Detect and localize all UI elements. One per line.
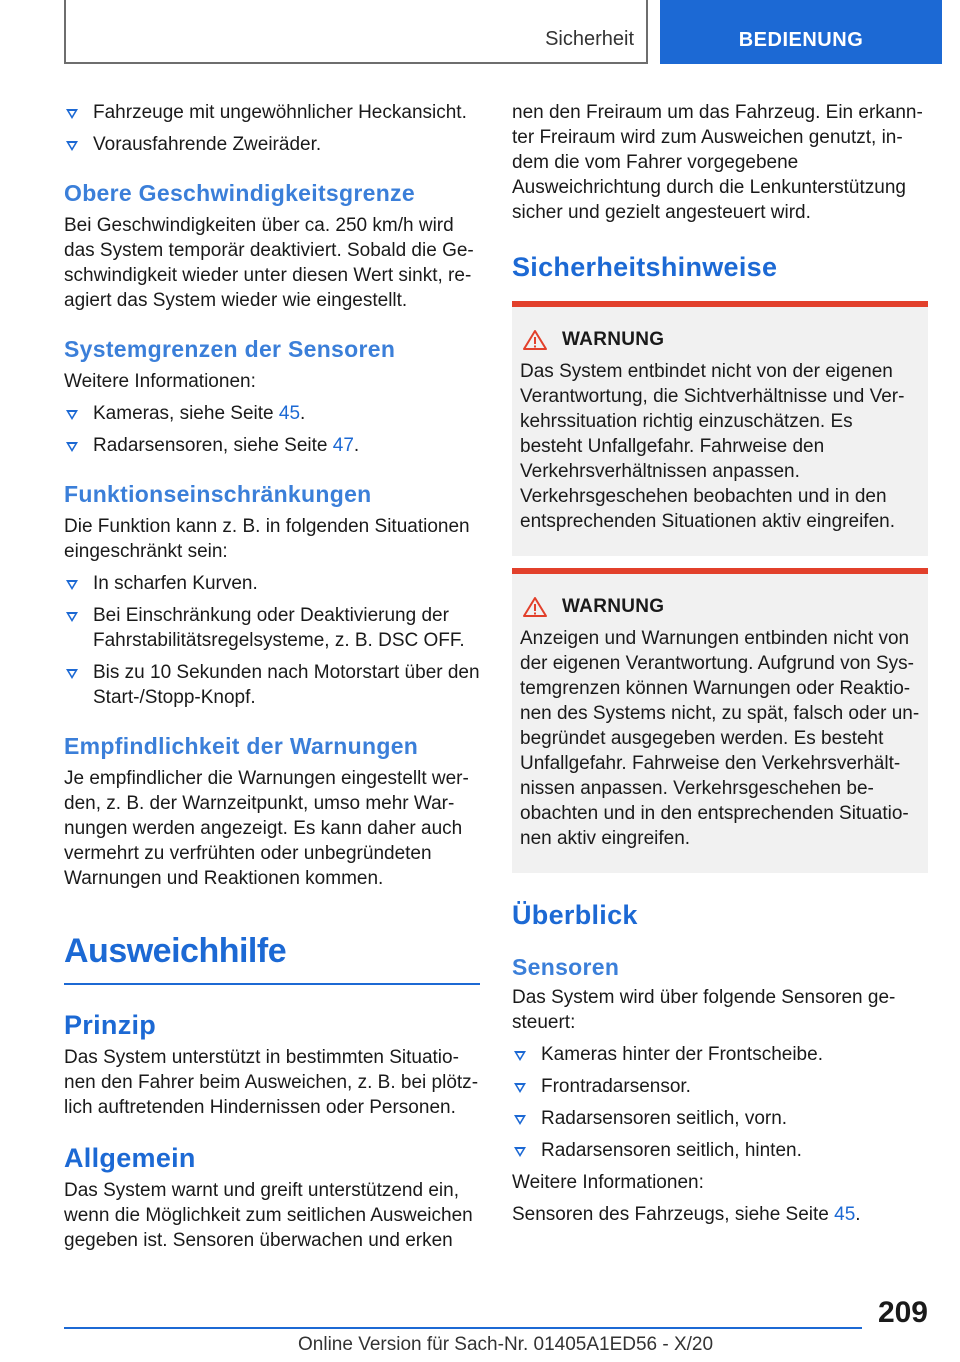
list-item: Radarsensoren, siehe Seite 47.	[64, 433, 480, 458]
restrictions-list	[64, 571, 480, 710]
title-rule	[64, 983, 480, 985]
triangle-bullet-icon	[66, 669, 78, 679]
general-heading: Allgemein	[64, 1143, 196, 1173]
triangle-bullet-icon	[514, 1083, 526, 1093]
restrictions-text: Die Funktion kann z. B. in folgenden Situationen eingeschränkt sein:	[64, 516, 470, 562]
triangle-bullet-icon	[514, 1051, 526, 1061]
restrictions-heading: Funktionseinschränkungen	[64, 481, 372, 507]
triangle-bullet-icon	[66, 109, 78, 119]
triangle-bullet-icon	[66, 612, 78, 622]
speed-limit-heading: Obere Geschwindigkeitsgrenze	[64, 180, 415, 206]
overview-heading: Überblick	[512, 900, 638, 930]
triangle-bullet-icon	[514, 1147, 526, 1157]
right-column	[512, 100, 928, 1227]
bullet-list-top	[64, 100, 480, 157]
continued-text: nen den Freiraum um das Fahrzeug. Ein erkannter Freiraum wird zum Ausweichen genutzt, indem die vom Fahrer vorgegebene Ausweichrichtung durch die Lenkunterstützung sicher und gezielt angesteuert wird.	[512, 102, 923, 223]
principle-text: Das System unterstützt in bestimmten Situationen den Fahrer beim Ausweichen, z. B. bei plötzlich auftretenden Hindernissen oder Personen.	[64, 1047, 479, 1118]
page-link[interactable]: 45	[278, 403, 301, 424]
warning-box	[512, 301, 928, 556]
more-info-label: Weitere Informationen:	[512, 1172, 704, 1193]
sensitivity-text: Je empfindlicher die Warnungen eingestellt werden, z. B. der Warnzeitpunkt, umso mehr Warnungen werden angezeigt. Es kann daher auch vermehrt zu verfrühten oder unbegründeten Warnungen und Reaktionen kommen.	[64, 768, 469, 889]
sensor-limits-heading: Systemgrenzen der Sensoren	[64, 336, 396, 362]
triangle-bullet-icon	[66, 580, 78, 590]
triangle-bullet-icon	[66, 141, 78, 151]
list-item: In scharfen Kurven.	[64, 571, 480, 596]
header-section-label: Sicherheit	[545, 28, 634, 50]
triangle-bullet-icon	[66, 442, 78, 452]
list-item: Kameras, siehe Seite 45.	[64, 401, 480, 426]
triangle-bullet-icon	[66, 410, 78, 420]
sensor-limits-intro: Weitere Informationen:	[64, 371, 256, 392]
warning-box	[512, 568, 928, 873]
left-column	[64, 100, 480, 1253]
footer-text: Online Version für Sach-Nr. 01405A1ED56 - X/20	[298, 1334, 714, 1355]
sensors-text: Das System wird über folgende Sensoren gesteuert:	[512, 987, 896, 1033]
page-number: 209	[877, 1296, 928, 1329]
list-item: Bis zu 10 Sekunden nach Motorstart über den Start-/Stopp-Knopf.	[64, 660, 480, 710]
sensitivity-heading: Empfindlichkeit der Warnungen	[64, 733, 419, 759]
warning-triangle-icon	[522, 329, 548, 351]
page-link[interactable]: 45	[834, 1204, 856, 1225]
triangle-bullet-icon	[514, 1115, 526, 1125]
list-item: Radarsensoren seitlich, hinten.	[512, 1138, 928, 1163]
principle-heading: Prinzip	[64, 1010, 157, 1040]
footer-rule	[64, 1327, 862, 1329]
sensors-heading: Sensoren	[512, 954, 620, 980]
header-chapter-label: BEDIENUNG	[738, 29, 864, 51]
list-item: Fahrzeuge mit ungewöhnlicher Heckansicht.	[64, 100, 480, 125]
list-item: Radarsensoren seitlich, vorn.	[512, 1106, 928, 1131]
header-chapter-tab[interactable]	[660, 0, 942, 64]
warning-title: WARNUNG	[562, 596, 665, 617]
warning-triangle-icon	[522, 596, 548, 618]
warning-title: WARNUNG	[562, 329, 665, 350]
general-text: Das System warnt und greift unterstützend ein, wenn die Möglichkeit zum seitlichen Ausweichen gegeben ist. Sensoren überwachen und erken	[64, 1180, 473, 1251]
sensors-list	[512, 1042, 928, 1163]
warning-text: Anzeigen und Warnungen entbinden nicht von der eigenen Verantwortung. Aufgrund von Systemgrenzen können Warnungen oder Reaktionen des Systems nicht, zu spät, falsch oder unbegründet ausgegeben werden. Es besteht Unfallgefahr. Fahrweise den Verkehrsverhältnissen anpassen. Verkehrsgeschehen beobachten und in den entsprechenden Situationen aktiv eingreifen.	[520, 628, 920, 849]
chapter-title: Ausweichhilfe	[64, 932, 287, 970]
header-section-box	[64, 0, 648, 64]
list-item: Bei Einschränkung oder Deaktivierung der Fahrstabilitätsregelsysteme, z. B. DSC OFF.	[64, 603, 480, 653]
list-item: Kameras hinter der Frontscheibe.	[512, 1042, 928, 1067]
warning-text: Das System entbindet nicht von der eigenen Verantwortung, die Sichtverhältnisse und Verkehrssituation richtig einzuschätzen. Es besteht Unfallgefahr. Fahrweise den Verkehrsverhältnissen anpassen. Verkehrsgeschehen beobachten und in den entsprechenden Situationen aktiv eingreifen.	[520, 361, 905, 532]
sensor-reference: Sensoren des Fahrzeugs, siehe Seite 45.	[512, 1204, 861, 1225]
list-item: Frontradarsensor.	[512, 1074, 928, 1099]
page-link[interactable]: 47	[332, 435, 354, 456]
safety-heading: Sicherheitshinweise	[512, 252, 778, 282]
list-item: Vorausfahrende Zweiräder.	[64, 132, 480, 157]
sensor-limits-list	[64, 401, 480, 458]
speed-limit-text: Bei Geschwindigkeiten über ca. 250 km/h wird das System temporär deaktiviert. Sobald die Geschwindigkeit wieder unter diesen Wert sinkt, reagiert das System wieder wie eingestellt.	[64, 215, 474, 311]
